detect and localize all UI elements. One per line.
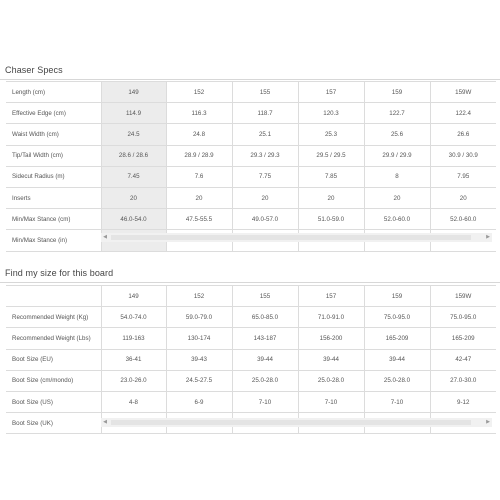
table-row <box>6 166 496 187</box>
table-cell: 20 <box>298 187 364 208</box>
table-cell: 118.7 <box>232 103 298 124</box>
table-cell: 20 <box>166 187 232 208</box>
row-label: Min/Max Stance (cm) <box>6 209 101 230</box>
size-scroll-thumb[interactable] <box>111 420 471 425</box>
table-cell: 7.45 <box>101 166 166 187</box>
table-cell: 116.3 <box>166 103 232 124</box>
table-cell: 24.5 <box>101 124 166 145</box>
row-label: Effective Edge (cm) <box>6 103 101 124</box>
row-label: Boot Size (UK) <box>6 413 101 434</box>
table-cell: 25.0-28.0 <box>364 370 430 391</box>
table-row <box>6 209 496 230</box>
table-cell: 122.4 <box>430 103 496 124</box>
table-row <box>6 124 496 145</box>
table-cell: 49.0-57.0 <box>232 209 298 230</box>
specs-divider <box>0 79 500 80</box>
table-cell: 155 <box>232 82 298 103</box>
table-row <box>6 370 496 391</box>
table-cell: 8 <box>364 166 430 187</box>
table-cell: 7.6 <box>166 166 232 187</box>
table-header-row <box>6 286 496 307</box>
specs-title: Chaser Specs <box>5 65 63 75</box>
table-cell: 39-44 <box>364 349 430 370</box>
table-cell: 25.0-28.0 <box>232 370 298 391</box>
table-cell: 4-8 <box>101 391 166 412</box>
table-cell: 143-187 <box>232 328 298 349</box>
table-cell: 114.9 <box>101 103 166 124</box>
table-cell: 7.75 <box>232 166 298 187</box>
size-divider <box>0 282 500 283</box>
column-header: 152 <box>166 286 232 307</box>
row-label: Sidecut Radius (m) <box>6 166 101 187</box>
table-row <box>6 103 496 124</box>
table-row <box>6 391 496 412</box>
table-cell: 39-44 <box>232 349 298 370</box>
table-cell: 7.95 <box>430 166 496 187</box>
table-cell: 130-174 <box>166 328 232 349</box>
table-cell: 159 <box>364 82 430 103</box>
row-label: Boot Size (cm/mondo) <box>6 370 101 391</box>
row-label: Waist Width (cm) <box>6 124 101 145</box>
table-cell: 52.0-60.0 <box>364 209 430 230</box>
table-cell: 119-163 <box>101 328 166 349</box>
table-cell: 24.5-27.5 <box>166 370 232 391</box>
specs-scrollbar[interactable] <box>101 233 492 242</box>
table-cell: 25.0-28.0 <box>298 370 364 391</box>
row-label: Recommended Weight (Lbs) <box>6 328 101 349</box>
table-cell: 20 <box>232 187 298 208</box>
table-cell: 25.3 <box>298 124 364 145</box>
table-cell: 26.6 <box>430 124 496 145</box>
table-cell: 29.5 / 29.5 <box>298 145 364 166</box>
table-cell: 39-43 <box>166 349 232 370</box>
size-title: Find my size for this board <box>5 268 114 278</box>
scroll-right-arrow-icon[interactable]: ▶ <box>486 419 490 425</box>
column-header: 159 <box>364 286 430 307</box>
column-header: 155 <box>232 286 298 307</box>
size-table <box>6 285 496 434</box>
table-cell: 122.7 <box>364 103 430 124</box>
table-cell: 20 <box>101 187 166 208</box>
column-header: 149 <box>101 286 166 307</box>
table-cell: 9-12 <box>430 391 496 412</box>
table-cell: 46.0-54.0 <box>101 209 166 230</box>
table-cell: 29.9 / 29.9 <box>364 145 430 166</box>
table-cell: 52.0-60.0 <box>430 209 496 230</box>
table-cell: 71.0-91.0 <box>298 307 364 328</box>
row-label: Min/Max Stance (in) <box>6 230 101 251</box>
table-cell: 159W <box>430 82 496 103</box>
size-scrollbar[interactable] <box>101 418 492 427</box>
table-cell: 152 <box>166 82 232 103</box>
table-cell: 25.6 <box>364 124 430 145</box>
table-row <box>6 82 496 103</box>
scroll-right-arrow-icon[interactable]: ▶ <box>486 234 490 240</box>
table-cell: 51.0-59.0 <box>298 209 364 230</box>
column-header: 157 <box>298 286 364 307</box>
row-label: Length (cm) <box>6 82 101 103</box>
table-row <box>6 145 496 166</box>
table-cell: 20 <box>430 187 496 208</box>
table-cell: 42-47 <box>430 349 496 370</box>
table-cell: 165-209 <box>430 328 496 349</box>
table-cell: 120.3 <box>298 103 364 124</box>
table-cell: 157 <box>298 82 364 103</box>
scroll-left-arrow-icon[interactable]: ◀ <box>103 419 107 425</box>
row-label: Tip/Tail Width (cm) <box>6 145 101 166</box>
table-cell: 36-41 <box>101 349 166 370</box>
table-cell: 7.85 <box>298 166 364 187</box>
table-cell: 47.5-55.5 <box>166 209 232 230</box>
specs-table <box>6 81 496 252</box>
table-cell: 24.8 <box>166 124 232 145</box>
table-cell: 54.0-74.0 <box>101 307 166 328</box>
scroll-left-arrow-icon[interactable]: ◀ <box>103 234 107 240</box>
table-cell: 7-10 <box>364 391 430 412</box>
row-label: Boot Size (US) <box>6 391 101 412</box>
table-row <box>6 307 496 328</box>
header-empty-cell <box>6 286 101 307</box>
table-cell: 23.0-26.0 <box>101 370 166 391</box>
row-label: Inserts <box>6 187 101 208</box>
table-cell: 20 <box>364 187 430 208</box>
table-cell: 156-200 <box>298 328 364 349</box>
table-cell: 39-44 <box>298 349 364 370</box>
table-cell: 65.0-85.0 <box>232 307 298 328</box>
table-cell: 7-10 <box>298 391 364 412</box>
table-cell: 165-209 <box>364 328 430 349</box>
table-row <box>6 349 496 370</box>
row-label: Boot Size (EU) <box>6 349 101 370</box>
table-cell: 29.3 / 29.3 <box>232 145 298 166</box>
table-row <box>6 187 496 208</box>
table-cell: 28.6 / 28.6 <box>101 145 166 166</box>
table-cell: 28.9 / 28.9 <box>166 145 232 166</box>
table-cell: 25.1 <box>232 124 298 145</box>
specs-scroll-thumb[interactable] <box>111 235 471 240</box>
table-cell: 75.0-95.0 <box>364 307 430 328</box>
table-cell: 75.0-95.0 <box>430 307 496 328</box>
table-cell: 59.0-79.0 <box>166 307 232 328</box>
table-cell: 27.0-30.0 <box>430 370 496 391</box>
table-row <box>6 328 496 349</box>
row-label: Recommended Weight (Kg) <box>6 307 101 328</box>
column-header: 159W <box>430 286 496 307</box>
table-cell: 149 <box>101 82 166 103</box>
table-cell: 30.9 / 30.9 <box>430 145 496 166</box>
table-cell: 7-10 <box>232 391 298 412</box>
table-cell: 6-9 <box>166 391 232 412</box>
